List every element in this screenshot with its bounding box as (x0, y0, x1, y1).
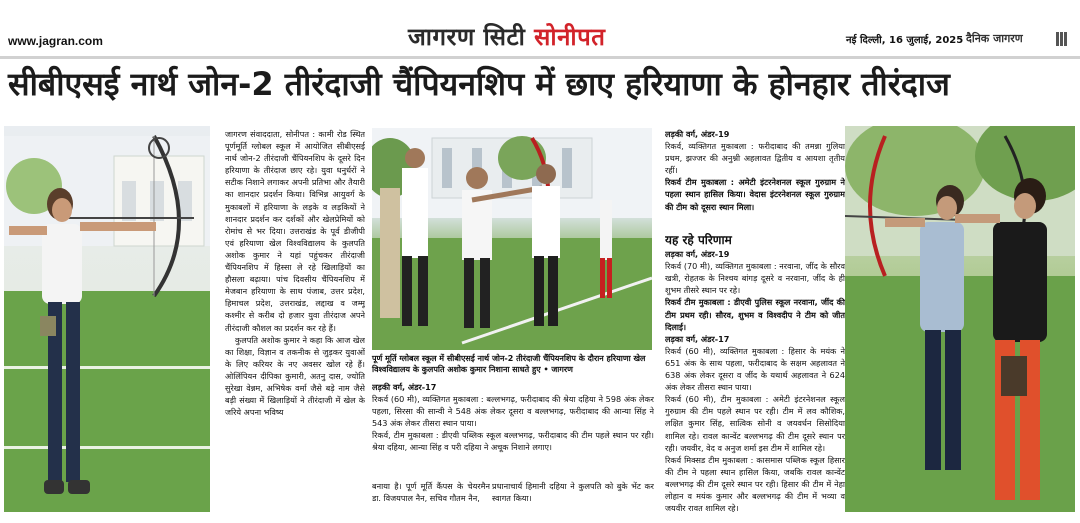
results-subhead-u17: लड़का वर्ग, अंडर-17 (665, 333, 730, 344)
column2-paragraph-1: रिकर्व (60 मी), व्यक्तिगत मुकाबला : बल्लभगढ़, फरीदाबाद की श्रेया दहिया ने 598 अंक लेकर पहला, सिरसा की सान्वी ने 548 अंक लेकर दूसरा व बल्लभगढ़, फरीदाबाद की आन्या सिंह ने 543 अंक लेकर तीसरा स्थान पाया। (372, 394, 654, 429)
photo-right-archers (845, 126, 1075, 512)
column2-subhead: लड़की वर्ग, अंडर-17 (372, 382, 437, 392)
bars-icon (1056, 31, 1070, 45)
column1-paragraph-1: जागरण संवाददाता, सोनीपत : कामी रोड स्थित पूर्णमूर्ति ग्लोबल स्कूल में आयोजित सीबीएसई नार्थ जोन-2 तीरंदाजी चैंपियनशिप के दूसरे दिन हरियाणा के तीरंदाज छाए रहे। युवा धनुर्धरों ने सटीक निशाने लगाकर अपनी प्रतिभा और तैयारी का शानदार प्रदर्शन किया। विभिन्न आयुवर्ग के मुकाबलों में हरियाणा के लड़के व लड़कियों ने शानदार प्रदर्शन कर दर्शकों और खेलप्रेमियों को रोमांच से भर दिया। उत्तराखंड के पूर्व डीजीपी एवं हरियाणा खेल विश्वविद्यालय के कुलपति अशोक कुमार ने यहां पहुंचकर तीरंदाजी चैंपियनशिप में हिस्सा ले रहे खिलाड़ियों का हौसला बढ़ाया। पांच दिवसीय चैंपियनशिप में मेजबान हरियाणा के साथ पंजाब, उत्तर प्रदेश, हिमाचल प्रदेश, उत्तराखंड, लद्दाख व जम्मू कश्मीर से करीब दो हजार युवा तीरंदाज अपने तीरंदाजी कौशल का प्रदर्शन कर रहे हैं। (225, 129, 365, 333)
masthead (0, 0, 1080, 58)
dateline: नई दिल्ली, 16 जुलाई, 2025 (846, 35, 964, 46)
photo-caption: पूर्ण मूर्ति ग्लोबल स्कूल में सीबीएसई नार्थ जोन-2 तीरंदाजी चैंपियनशिप के दौरान हरियाणा खेल विश्वविद्यालय के कुलपति अशोक कुमार निशाना साधते हुए • जागरण (372, 354, 646, 374)
column2-paragraph-2: रिकर्व, टीम मुकाबला : डीएवी पब्लिक स्कूल बल्लभगढ़, फरीदाबाद की टीम पहले स्थान पर रही। श्रेया दहिया, आन्या सिंह व परी दहिया ने अचूक निशाने लगाए। (372, 430, 654, 453)
newspaper-brand (408, 20, 605, 53)
photo-middle-vice-chancellor (372, 128, 652, 350)
brand-sonipat: सोनीपत (534, 23, 606, 51)
results-subhead-u19: लड़का वर्ग, अंडर-19 (665, 249, 730, 260)
results-paragraph-1: रिकर्व (70 मी), व्यक्तिगत मुकाबला : नरवाना, जींद के सौरव खत्री, रोहतक के निश्चय बांगड़ दूसरे व नरवाना, जींद के ही शुभम तीसरे स्थान पर रहे। (665, 261, 845, 296)
article-column-2-bottom-left: बनाया है। पूर्ण मूर्ति कैंपस के चेयरमैन डा. विजयपाल नैन, सचिव गौतम नैन, (372, 481, 490, 504)
paper-name: दैनिक जागरण (966, 32, 1023, 45)
headline: सीबीएसई नार्थ जोन-2 तीरंदाजी चैंपियनशिप में छाए हरियाणा के होनहार तीरंदाज (8, 65, 950, 103)
results-column (665, 232, 845, 517)
brand-jagran-city: जागरण सिटी (408, 23, 526, 51)
results-heading: यह रहे परिणाम (665, 233, 732, 247)
photo-left-archer (4, 126, 210, 512)
column3-subhead: लड़की वर्ग, अंडर-19 (665, 129, 730, 139)
group-archery-illustration (372, 128, 652, 350)
article-column-1 (225, 128, 365, 513)
column1-paragraph-2: कुलपति अशोक कुमार ने कहा कि आज खेल का शिक्षा, विज्ञान व तकनीक से जुड़कर युवाओं के लिए करियर के नए अवसर खोल रहे हैं। ओलिंपियन दीपिका कुमारी, अतनु दास, ज्योति सुरेखा वेन्नम, अभिषेक वर्मा जैसे बड़े नाम जैसे बड़ी संख्या में खिलाड़ियों ने तीरंदाजी में खेल के जरिये अपना भविष्य (225, 334, 365, 418)
results-paragraph-3: रिकर्व (60 मी), व्यक्तिगत मुकाबला : हिसार के मयंक ने 651 अंक के साथ पहला, फरीदाबाद के सक्षम अहलावत ने 638 अंक लेकर दूसरा व जींद के यथार्थ अहलावत ने 624 अंक लेकर तीसरा स्थान पाया। (665, 345, 845, 393)
results-paragraph-5: रिकर्व मिक्सड टीम मुकाबला : कासमास पब्लिक स्कूल हिसार की टीम ने पहला स्थान हासिल किया, जबकि रावल कान्वेंट बल्लभगढ़ की टीम दूसरे स्थान पर रही। हिसार की टीम में नेहा लोहान व मयंक कुमार और बल्लभगढ़ की टीम में भव्या व जयवीर रावत शामिल रहे। (665, 454, 845, 514)
article-column-2-bottom-right: प्रधानाचार्य हिमानी दहिया ने कुलपति को बुके भेंट कर स्वागत किया। (492, 481, 654, 504)
column3-paragraph-2: रिकर्व टीम मुकाबला : अमेटी इंटरनेशनल स्कूल गुरुग्राम ने पहला स्थान हासिल किया। वेदास इंटरनेशनल स्कूल गुरुग्राम की टीम को दूसरा स्थान मिला। (665, 177, 845, 212)
article-column-3 (665, 128, 845, 223)
archers-pair-illustration (845, 126, 1075, 512)
archer-girl-illustration (4, 126, 210, 512)
results-paragraph-4: रिकर्व (60 मी), टीम मुकाबला : अमेटी इंटरनेशनल स्कूल गुरुग्राम की टीम पहले स्थान पर रही। टीम में लव कौशिक, लक्षित कुमार सिंह, सात्विक सोनी व जयवर्धन सिसोदिया शामिल रहे। रावल कान्वेंट बल्लभगढ़ की टीम दूसरे स्थान पर रही। जयवीर, वेद व अनुज शर्मा इस टीम में शामिल रहे। (665, 394, 845, 453)
article-column-2 (372, 381, 654, 481)
column3-paragraph-1: रिकर्व, व्यक्तिगत मुकाबला : फरीदाबाद की तमन्ना गुलिया प्रथम, झज्जर की अनुश्नी अहलावत द्वितीय व आयशा तृतीय रहीं। (665, 141, 845, 176)
results-paragraph-2: रिकर्व टीम मुकाबला : डीएवी पुलिस स्कूल नरवाना, जींद की टीम प्रथम रही। सौरव, शुभम व विश्वदीप ने टीम को जीत दिलाई। (665, 297, 845, 332)
masthead-rule (0, 56, 1080, 59)
site-url[interactable]: www.jagran.com (8, 34, 103, 48)
